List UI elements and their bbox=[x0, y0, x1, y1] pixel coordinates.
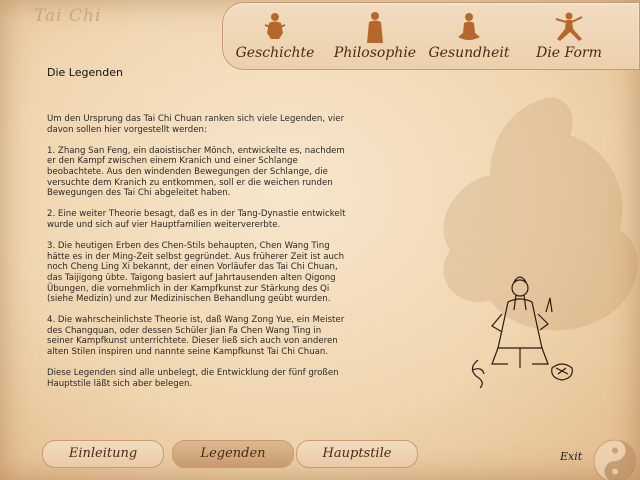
tab-legenden[interactable]: Legenden bbox=[172, 440, 294, 468]
sage-with-crane-and-snake-illustration bbox=[462, 268, 580, 390]
nav-die-form-label: Die Form bbox=[536, 45, 602, 61]
nav-die-form[interactable] bbox=[521, 3, 617, 69]
nav-gesundheit-label: Gesundheit bbox=[428, 45, 510, 61]
tab-hauptstile[interactable]: Hauptstile bbox=[296, 440, 418, 468]
nav-geschichte[interactable] bbox=[227, 3, 323, 69]
stance-figure-icon bbox=[552, 11, 586, 43]
legend-paragraph-3: 3. Die heutigen Erben des Chen-Stils behaupten, Chen Wang Ting hätte es in der Ming-Zeit selbst gegründet. Aus früherer Zeit ist auch noch Cheng Ling Xi bekannt, der einen Vorläufer das Tai Chi Chuan, das Taijigong übte. Taigong basiert auf Jahrtausenden alten Qigong Übungen, die vornehmlich in der Kampfkunst zur Stärkung des Qi (siehe Medizin) und zur Medizinischen Behandlung geübt wurden. bbox=[47, 241, 345, 305]
bottom-navigation bbox=[0, 434, 640, 480]
yin-yang-icon bbox=[592, 438, 638, 480]
legend-paragraph-2: 2. Eine weiter Theorie besagt, daß es in der Tang-Dynastie entwickelt wurde und sich auf vier Hauptfamilien weitervererbte. bbox=[47, 209, 346, 230]
meditating-figure-icon bbox=[454, 11, 484, 43]
app-logo: Tai Chi bbox=[34, 6, 102, 26]
legend-text bbox=[47, 114, 347, 400]
nav-gesundheit[interactable] bbox=[421, 3, 517, 69]
nav-philosophie-label: Philosophie bbox=[333, 45, 417, 61]
nav-geschichte-label: Geschichte bbox=[235, 45, 315, 61]
intro-paragraph: Um den Ursprung das Tai Chi Chuan ranken sich viele Legenden, vier davon sollen hier vorgestellt werden: bbox=[47, 114, 345, 135]
top-navigation bbox=[222, 2, 640, 70]
legend-paragraph-4: 4. Die wahrscheinlichste Theorie ist, daß Wang Zong Yue, ein Meister des Changquan, oder dessen Schüler Jian Fa Chen Wang Ting in seiner Kampfkunst unterrichtete. Dieser ließ sich auch von anderen alten Stilen inspiren und nannte seine Kampfkunst Tai Chi Chuan. bbox=[47, 315, 345, 358]
exit-button[interactable]: Exit bbox=[560, 450, 583, 463]
nav-philosophie[interactable] bbox=[327, 3, 423, 69]
tab-einleitung[interactable]: Einleitung bbox=[42, 440, 164, 468]
page-title: Die Legenden bbox=[47, 66, 123, 79]
legend-paragraph-1: 1. Zhang San Feng, ein daoistischer Mönch, entwickelte es, nachdem er den Kampf zwischen einem Kranich und einer Schlange beobachtete. Aus den windenden Bewegungen der Schlange, die versuchte dem Kranich zu entkommen, soll er die weichen runden Bewegungen des Tai Chi abgeleitet haben. bbox=[47, 145, 345, 199]
sitting-figure-icon bbox=[261, 11, 289, 43]
conclusion-paragraph: Diese Legenden sind alle unbelegt, die Entwicklung der fünf großen Hauptstile läßt sich aber belegen. bbox=[47, 368, 339, 389]
standing-sage-icon bbox=[363, 11, 387, 45]
